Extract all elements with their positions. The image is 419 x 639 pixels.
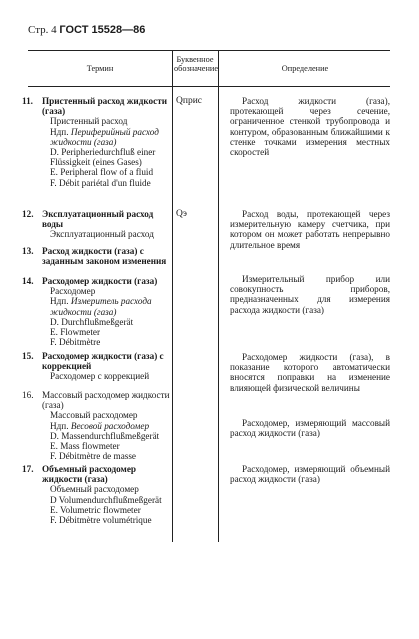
term-entry-16 bbox=[22, 390, 172, 461]
ndp-label: Ндп. bbox=[50, 420, 69, 431]
foreign-en: E. Volumetric flowmeter bbox=[50, 504, 141, 515]
term-entry-14 bbox=[22, 276, 172, 347]
foreign-en: E. Flowmeter bbox=[50, 327, 101, 338]
ndp-label: Ндп. bbox=[50, 296, 69, 307]
foreign-fr: F. Débitmètre volumétrique bbox=[50, 515, 152, 526]
entry-number: 17. bbox=[22, 464, 34, 474]
definition-11: Расход жидкости (газа), протекающей через сечение, ограниченное стенкой трубопровода и контуром, образованным ближайшими к стенке точками измерения местных скоростей bbox=[230, 96, 390, 158]
header-bottom-rule bbox=[28, 86, 390, 87]
definition-14: Измерительный прибор или совокупность приборов, предназначенных для измерения расхода жидкости (газа) bbox=[230, 274, 390, 315]
entry-number: 16. bbox=[22, 390, 34, 400]
term-short: Расходомер с коррекцией bbox=[50, 371, 150, 382]
symbol-11: Qприс bbox=[176, 96, 202, 106]
foreign-en: E. Peripheral flow of a fluid bbox=[50, 167, 154, 178]
term-short: Объемный расходомер bbox=[50, 484, 139, 495]
ndp-label: Ндп. bbox=[50, 126, 69, 137]
term-name: Пристенный расход жидкости (газа) bbox=[42, 96, 167, 117]
ndp-term: Весовой расходомер bbox=[70, 420, 150, 431]
table-top-rule bbox=[28, 50, 390, 51]
foreign-de: D Volumendurchflußmeßgerät bbox=[50, 494, 162, 505]
term-name: Расход жидкости (газа) с заданным законом изменения bbox=[42, 246, 167, 267]
term-entry-13 bbox=[22, 246, 172, 266]
foreign-de: D. Massendurchflußmeßgerät bbox=[50, 430, 160, 441]
foreign-fr: F. Débit pariétal d'un fluide bbox=[50, 177, 151, 188]
definition-12: Расход воды, протекающей через измерительную камеру счетчика, при котором он может работать непрерывно длительное время bbox=[230, 209, 390, 250]
term-name: Массовый расходомер жидкости (газа) bbox=[42, 390, 170, 411]
entry-number: 15. bbox=[22, 351, 34, 361]
column-divider-1 bbox=[172, 50, 173, 542]
term-name: Объемный расходомер жидкости (газа) bbox=[42, 464, 137, 485]
ndp-term: Измеритель расхода жидкости (газа) bbox=[50, 296, 152, 317]
term-name: Расходомер жидкости (газа) bbox=[42, 276, 158, 286]
symbol-12: Qэ bbox=[176, 209, 187, 219]
page-header bbox=[28, 24, 145, 36]
page-number: Стр. 4 bbox=[28, 24, 57, 36]
definition-16: Расходомер, измеряющий массовый расход жидкости (газа) bbox=[230, 418, 390, 439]
entry-number: 12. bbox=[22, 209, 34, 219]
column-divider-2 bbox=[218, 50, 219, 542]
term-short: Расходомер bbox=[50, 286, 96, 297]
definition-15: Расходомер жидкости (газа), в показание которого автоматически вносятся поправки на изменение влияющей физической величины bbox=[230, 352, 390, 393]
term-entry-17 bbox=[22, 464, 172, 525]
foreign-de: D. Durchflußmeßgerät bbox=[50, 316, 134, 327]
term-entry-11 bbox=[22, 96, 172, 188]
column-header-term: Термин bbox=[86, 64, 114, 73]
term-entry-12 bbox=[22, 209, 172, 240]
term-entry-15 bbox=[22, 351, 172, 382]
foreign-en: E. Mass flowmeter bbox=[50, 441, 120, 452]
column-header-symbol: Буквенное обозначение bbox=[174, 55, 219, 73]
term-short: Эксплуатационный расход bbox=[50, 229, 154, 240]
entry-number: 13. bbox=[22, 246, 34, 256]
term-name: Эксплуатационный расход воды bbox=[42, 209, 154, 230]
column-header-definition: Определение bbox=[281, 64, 329, 73]
entry-number: 14. bbox=[22, 276, 34, 286]
definition-17: Расходомер, измеряющий объемный расход жидкости (газа) bbox=[230, 464, 390, 485]
foreign-de: D. Peripheriedurchfluß einer Flüssigkeit (eines Gases) bbox=[50, 147, 156, 168]
ndp-term: Периферийный расход жидкости (газа) bbox=[50, 126, 159, 147]
standard-number: ГОСТ 15528—86 bbox=[59, 24, 146, 36]
foreign-fr: F. Débitmètre de masse bbox=[50, 451, 137, 462]
term-name: Расходомер жидкости (газа) с коррекцией bbox=[42, 351, 164, 372]
entry-number: 11. bbox=[22, 96, 33, 106]
term-short: Массовый расходомер bbox=[50, 410, 138, 421]
foreign-fr: F. Débitmètre bbox=[50, 337, 101, 348]
term-short: Пристенный расход bbox=[50, 116, 128, 127]
